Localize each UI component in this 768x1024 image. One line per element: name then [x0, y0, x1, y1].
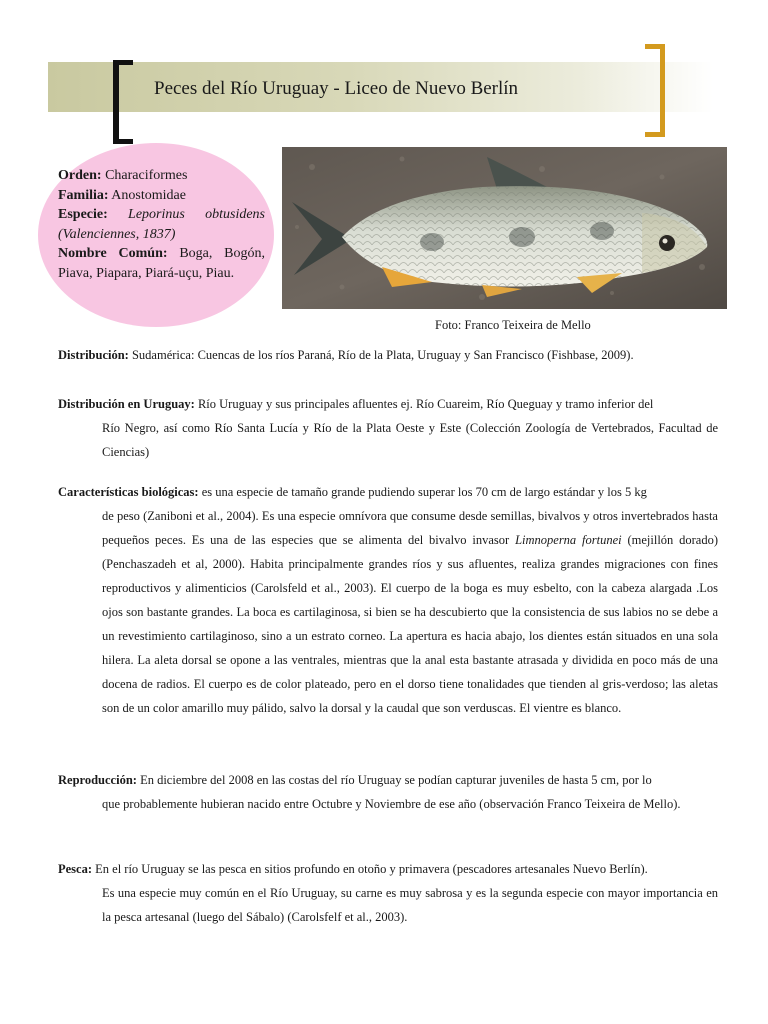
distribucion-paragraph — [58, 343, 718, 367]
caracteristicas-label: Características biológicas: — [58, 485, 199, 499]
especie-label: Especie: — [58, 207, 108, 222]
caracteristicas-text-b: (mejillón dorado) (Penchaszadeh et al, 2000). Habita principalmente grandes ríos y sus afluentes, realiza grandes migraciones con fines reproductivos y alimenticios (Carolsfeld et al., 2003). El cuerpo de la boga es muy esbelto, con la cabeza alargada .Los ojos son bastante grandes. La boca es cartilaginosa, si bien se ha descubierto que la consistencia de sus labios no se debe a un revestimiento cartilaginoso, sino a un estrato corneo. La apertura es hacia abajo, los dientes están situados en una sola hilera. La aleta dorsal se opone a las ventrales, mientras que la anal esta bastante atrasada y dividida en poco más de una docena de radios. El cuerpo es de color plateado, pero en el dorso tiene tonalidades que tienden al gris-verdoso; las aletas son de un color amarillo muy pálido, salvo la dorsal y la caudal que son verduscas. El vientre es blanco. — [102, 533, 719, 715]
photo-caption: Foto: Franco Teixeira de Mello — [435, 318, 591, 332]
pesca-label: Pesca: — [58, 862, 93, 876]
distribucion-text: Sudamérica: Cuencas de los ríos Paraná, Río de la Plata, Uruguay y San Francisco (Fishbase, 2009). — [131, 348, 634, 362]
taxonomy-block — [58, 166, 265, 283]
familia-value: Anostomidae — [111, 187, 186, 203]
nombre-comun-label: Nombre Común: — [58, 246, 168, 261]
right-bracket-decoration — [645, 44, 665, 137]
reproduccion-line1: En diciembre del 2008 en las costas del río Uruguay se podían capturar juveniles de hasta 5 cm, por lo — [140, 773, 652, 787]
familia-label: Familia: — [58, 187, 109, 203]
pesca-paragraph — [58, 857, 718, 929]
left-bracket-decoration — [113, 60, 133, 144]
reproduccion-text: que probablemente hubieran nacido entre Octubre y Noviembre de ese año (observación Franco Teixeira de Mello). — [102, 797, 681, 811]
invasive-species-name: Limnoperna fortunei — [515, 533, 622, 547]
page-title: Peces del Río Uruguay - Liceo de Nuevo Berlín — [154, 78, 519, 99]
caracteristicas-text-a: de peso (Zaniboni et al., 2004). Es una especie omnívora que consume desde semillas, bivalvos y otros invertebrados hasta pequeños peces. Es una de las especies que se alimenta del bivalvo invasor — [102, 509, 718, 547]
pesca-line1: En el río Uruguay se las pesca en sitios profundo en otoño y primavera (pescadores artesanales Nuevo Berlín). — [95, 862, 648, 876]
orden-label: Orden: — [58, 168, 102, 183]
caracteristicas-paragraph — [58, 480, 718, 720]
distribucion-label: Distribución: — [58, 348, 129, 362]
distribucion-uruguay-line1: Río Uruguay y sus principales afluentes ej. Río Cuareim, Río Queguay y tramo inferior del — [197, 397, 654, 411]
especie-value: Leporinus obtusidens (Valenciennes, 1837) — [58, 207, 265, 242]
distribucion-uruguay-label: Distribución en Uruguay: — [58, 397, 195, 411]
caracteristicas-line1: es una especie de tamaño grande pudiendo superar los 70 cm de largo estándar y los 5 kg — [201, 485, 647, 499]
orden-value: Characiformes — [105, 168, 188, 183]
reproduccion-label: Reproducción: — [58, 773, 137, 787]
distribucion-uruguay-paragraph — [58, 392, 718, 464]
nombre-comun-value: Boga, Bogón, Piava, Piapara, Piará-uçu, Piau. — [58, 246, 266, 281]
fish-photo — [282, 147, 727, 309]
reproduccion-paragraph — [58, 768, 718, 816]
caracteristicas-text — [58, 504, 718, 720]
pesca-text: Es una especie muy común en el Río Uruguay, su carne es muy sabrosa y es la segunda especie con mayor importancia en la pesca artesanal (luego del Sábalo) (Carolsfelf et al., 2003). — [102, 886, 718, 924]
distribucion-uruguay-text: Río Negro, así como Río Santa Lucía y Río de la Plata Oeste y Este (Colección Zoología de Vertebrados, Facultad de Ciencias) — [102, 421, 718, 459]
